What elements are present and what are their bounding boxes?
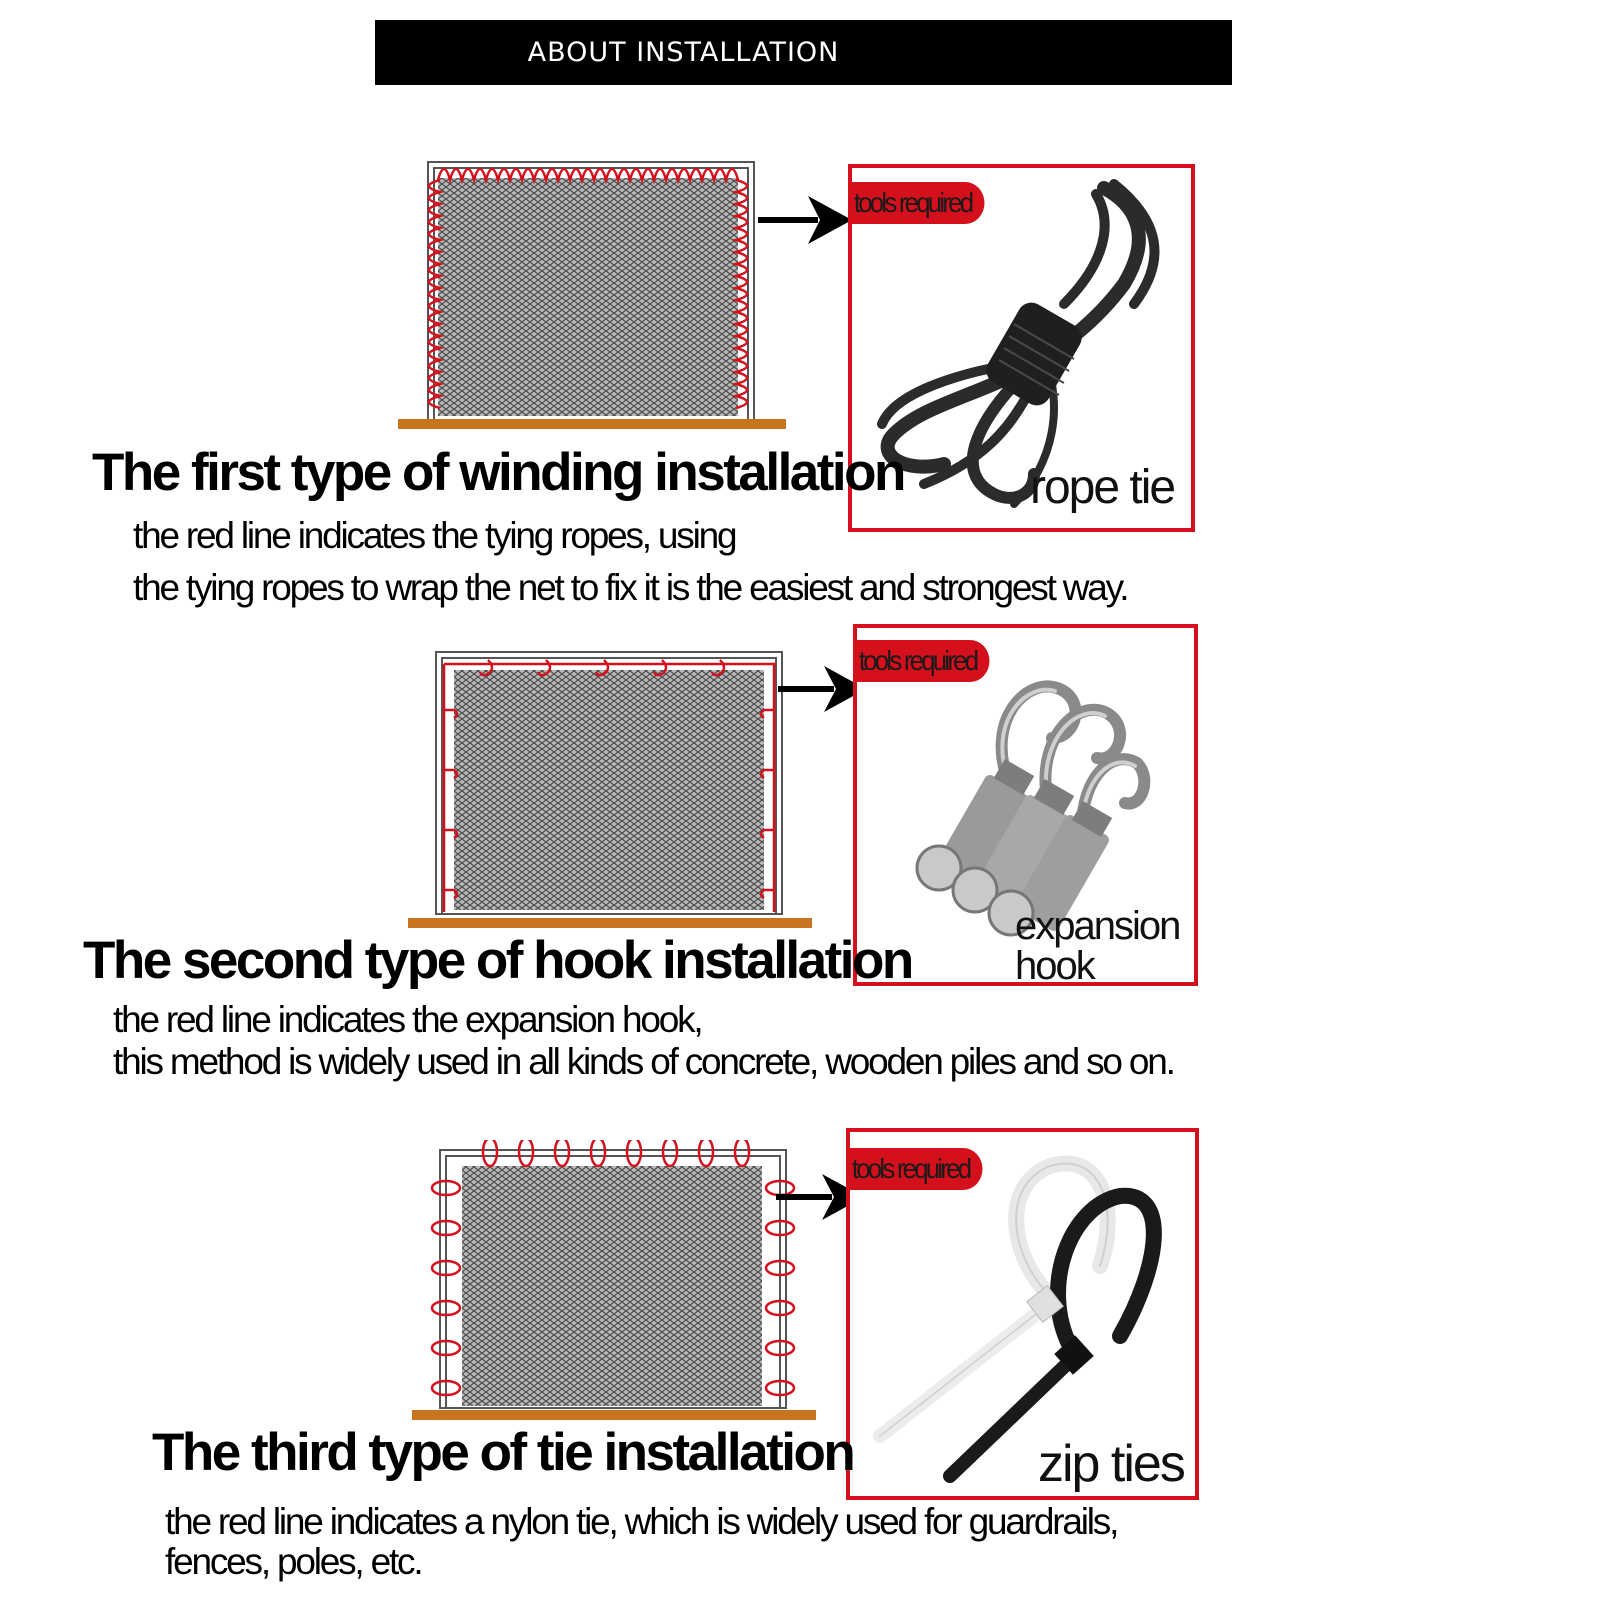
- section-title-winding: The first type of winding installation: [92, 443, 904, 502]
- tools-required-tag: tools required: [852, 182, 984, 224]
- section-title-hook: The second type of hook installation: [83, 931, 912, 990]
- section-desc-hook-line2: this method is widely used in all kinds of concrete, wooden piles and so on.: [113, 1041, 1174, 1082]
- tool-label-zip: zip ties: [1038, 1435, 1184, 1493]
- tool-label-expansion: expansion: [1015, 904, 1180, 948]
- arrow-right-icon: [758, 192, 852, 248]
- hook-installation-diagram: [406, 650, 816, 930]
- ground-line: [412, 1410, 816, 1420]
- tool-label-hook: hook: [1015, 944, 1094, 988]
- section-desc-hook-line1: the red line indicates the expansion hook,: [113, 999, 702, 1040]
- tool-label-rope: rope tie: [1030, 461, 1175, 514]
- header-bar: [375, 20, 1232, 85]
- ground-line: [408, 918, 812, 928]
- tool-box-zip: [846, 1128, 1199, 1500]
- ground-line: [398, 419, 786, 429]
- section-title-tie: The third type of tie installation: [152, 1423, 854, 1482]
- tie-installation-diagram: [410, 1140, 820, 1422]
- net-mesh: [462, 1166, 762, 1406]
- tools-required-tag: tools required: [850, 1148, 982, 1190]
- net-mesh: [454, 670, 764, 910]
- winding-installation-diagram: [398, 160, 788, 432]
- section-desc-winding-line2: the tying ropes to wrap the net to fix it is the easiest and strongest way.: [133, 567, 1128, 608]
- page-title: ABOUT INSTALLATION: [527, 37, 840, 68]
- tools-required-tag: tools required: [857, 640, 989, 682]
- net-mesh: [438, 178, 738, 416]
- section-desc-winding-line1: the red line indicates the tying ropes, using: [133, 515, 736, 556]
- section-desc-tie-line2: fences, poles, etc.: [165, 1541, 422, 1582]
- section-desc-tie-line1: the red line indicates a nylon tie, which is widely used for guardrails,: [165, 1501, 1118, 1542]
